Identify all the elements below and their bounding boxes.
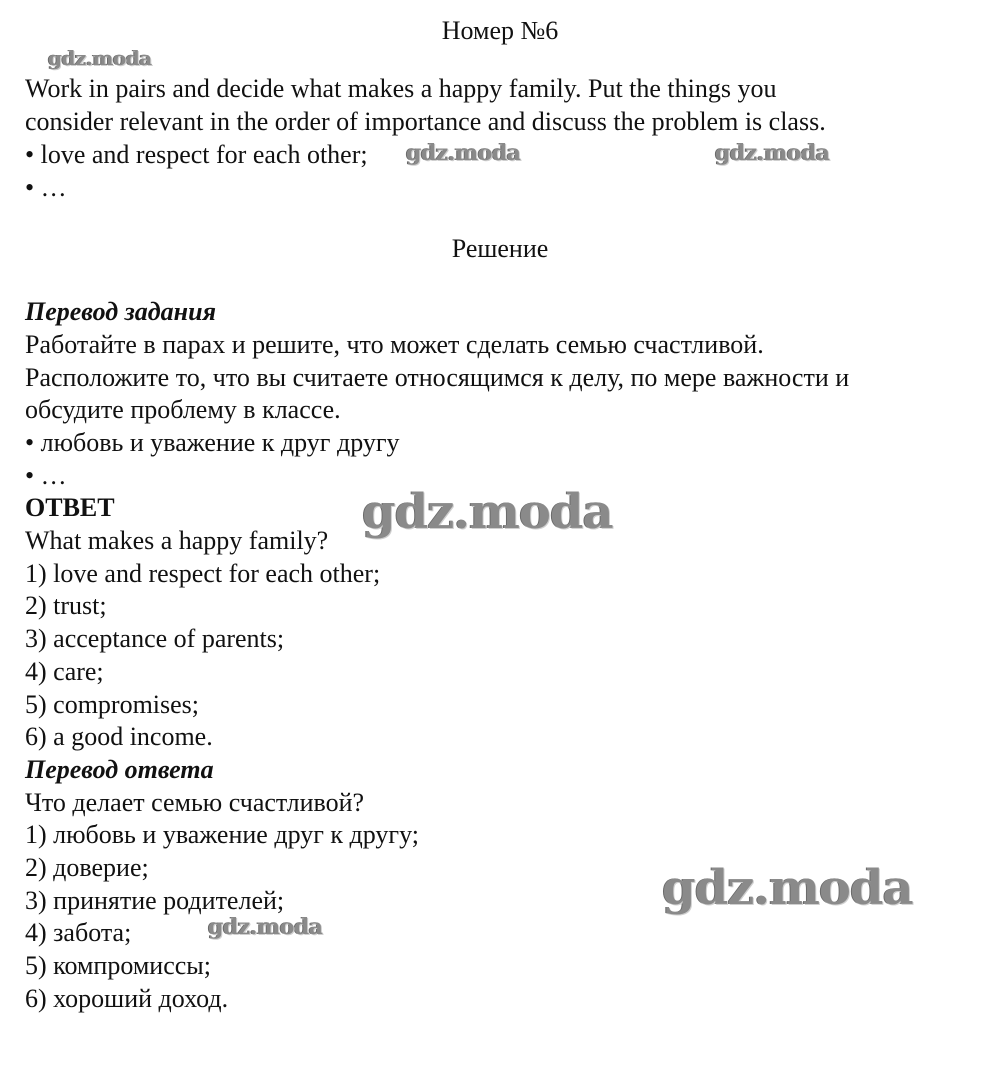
answer-item-2: 2) trust; <box>25 591 107 620</box>
task-bullet-1: • love and respect for each other; <box>25 140 368 169</box>
translation-line-2: Расположите то, что вы считаете относящимся к делу, по мере важности и <box>25 363 850 392</box>
answer-translation-item-1: 1) любовь и уважение друг к другу; <box>25 820 419 849</box>
solution-heading: Решение <box>451 234 549 263</box>
watermark: gdz.moda <box>715 140 830 166</box>
translation-line-1: Работайте в парах и решите, что может сделать семью счастливой. <box>25 330 764 359</box>
answer-item-5: 5) compromises; <box>25 690 200 719</box>
translation-bullet-1: • любовь и уважение к друг другу <box>25 428 400 457</box>
answer-translation-item-6: 6) хороший доход. <box>25 984 229 1013</box>
answer-question: What makes a happy family? <box>25 526 329 555</box>
watermark: gdz.moda <box>208 914 323 940</box>
task-line-2: consider relevant in the order of importance and discuss the problem is class. <box>25 107 826 136</box>
answer-translation-item-4: 4) забота; <box>25 918 132 947</box>
answer-translation-heading: Перевод ответа <box>25 755 214 784</box>
watermark: gdz.moda <box>48 46 152 70</box>
answer-item-1: 1) love and respect for each other; <box>25 559 381 588</box>
answer-translation-item-5: 5) компромиссы; <box>25 951 211 980</box>
watermark: gdz.moda <box>362 484 613 540</box>
answer-translation-item-2: 2) доверие; <box>25 853 149 882</box>
answer-item-3: 3) acceptance of parents; <box>25 624 285 653</box>
answer-translation-question: Что делает семью счастливой? <box>25 788 365 817</box>
watermark: gdz.moda <box>406 140 521 166</box>
page-title: Номер №6 <box>441 16 559 45</box>
translation-line-3: обсудите проблему в классе. <box>25 395 341 424</box>
translation-bullet-2: • … <box>25 461 67 490</box>
translation-heading: Перевод задания <box>25 297 216 326</box>
answer-item-4: 4) care; <box>25 657 104 686</box>
answer-translation-item-3: 3) принятие родителей; <box>25 886 285 915</box>
task-bullet-2: • … <box>25 173 67 202</box>
answer-item-6: 6) a good income. <box>25 722 213 751</box>
task-line-1: Work in pairs and decide what makes a happy family. Put the things you <box>25 74 777 103</box>
watermark: gdz.moda <box>662 860 913 916</box>
answer-heading: ОТВЕТ <box>25 493 115 522</box>
